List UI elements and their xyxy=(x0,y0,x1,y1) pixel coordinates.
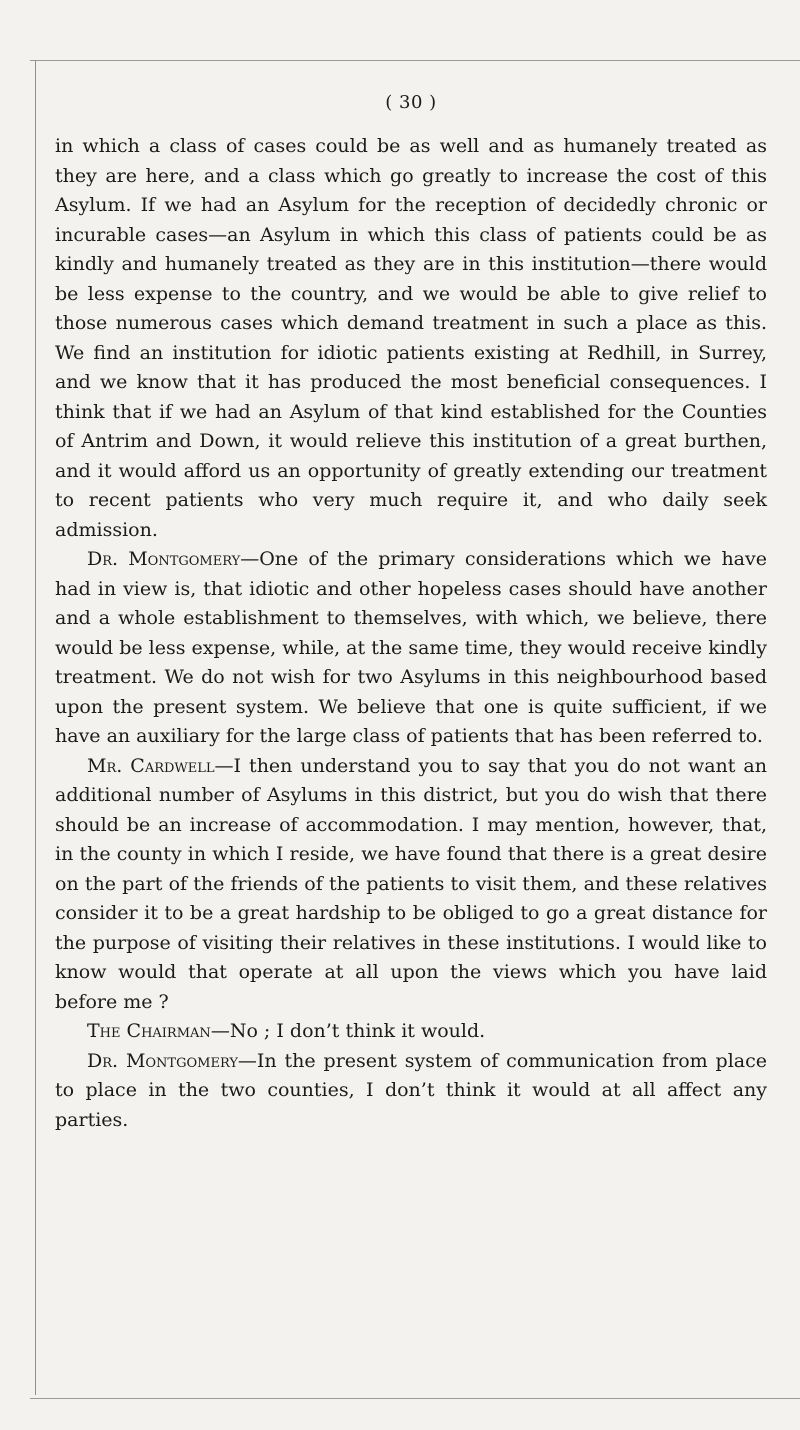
paragraph-continuation xyxy=(55,132,767,545)
paragraph-cardwell xyxy=(55,752,767,1018)
paragraph-text: —I then understand you to say that you do not want an additional number of Asylums in this district, but you do wish that there should be an increase of accommodation. I may mention, however, that, in the county in which I reside, we have found that there is a great desire on the part of the friends of the patients to visit them, and these relatives consider it to be a great hardship to be obliged to go a great distance for the purpose of visiting their relatives in these institutions. I would like to know would that operate at all upon the views which you have laid before me ? xyxy=(55,754,767,1013)
paragraph-text: in which a class of cases could be as well and as humanely treated as they are here, and a class which go greatly to increase the cost of this Asylum. If we had an Asylum for the reception of decidedly chronic or incurable cases—an Asylum in which this class of patients could be as kindly and humanely treated as they are in this institution—there would be less expense to the country, and we would be able to give relief to those numerous cases which demand treatment in such a place as this. We find an institution for idiotic patients existing at Redhill, in Surrey, and we know that it has produced the most beneficial consequences. I think that if we had an Asylum of that kind established for the Counties of Antrim and Down, it would relieve this institution of a great burthen, and it would afford us an opportunity of greatly extending our treatment to recent patients who very much require it, and who daily seek admission. xyxy=(55,135,767,541)
scan-border-top xyxy=(30,60,800,61)
paragraph-chairman xyxy=(55,1017,767,1047)
paragraph-text: —In the present system of communication from place to place in the two counties, I don’t think it would at all affect any parties. xyxy=(55,1049,767,1131)
speaker-name: Dr. Montgomery xyxy=(87,548,241,570)
scan-border-left xyxy=(35,60,36,1395)
speaker-name: Mr. Cardwell xyxy=(87,754,215,777)
speaker-name: Dr. Montgomery xyxy=(87,1049,238,1072)
paragraph-montgomery-1 xyxy=(55,545,767,752)
paragraph-montgomery-2 xyxy=(55,1047,767,1136)
paragraph-text: —One of the primary considerations which we have had in view is, that idiotic and other hopeless cases should have another and a whole establishment to themselves, with which, we believe, there would be less expense, while, at the same time, they would receive kindly treatment. We do not wish for two Asylums in this neighbourhood based upon the present system. We believe that one is quite sufficient, if we have an auxiliary for the large class of patients that has been referred to. xyxy=(55,548,767,747)
scan-border-bottom xyxy=(30,1398,800,1399)
paragraph-text: —No ; I don’t think it would. xyxy=(210,1020,486,1042)
speaker-name: The Chairman xyxy=(87,1020,211,1042)
page-number: ( 30 ) xyxy=(385,92,437,113)
document-page xyxy=(55,92,767,1135)
